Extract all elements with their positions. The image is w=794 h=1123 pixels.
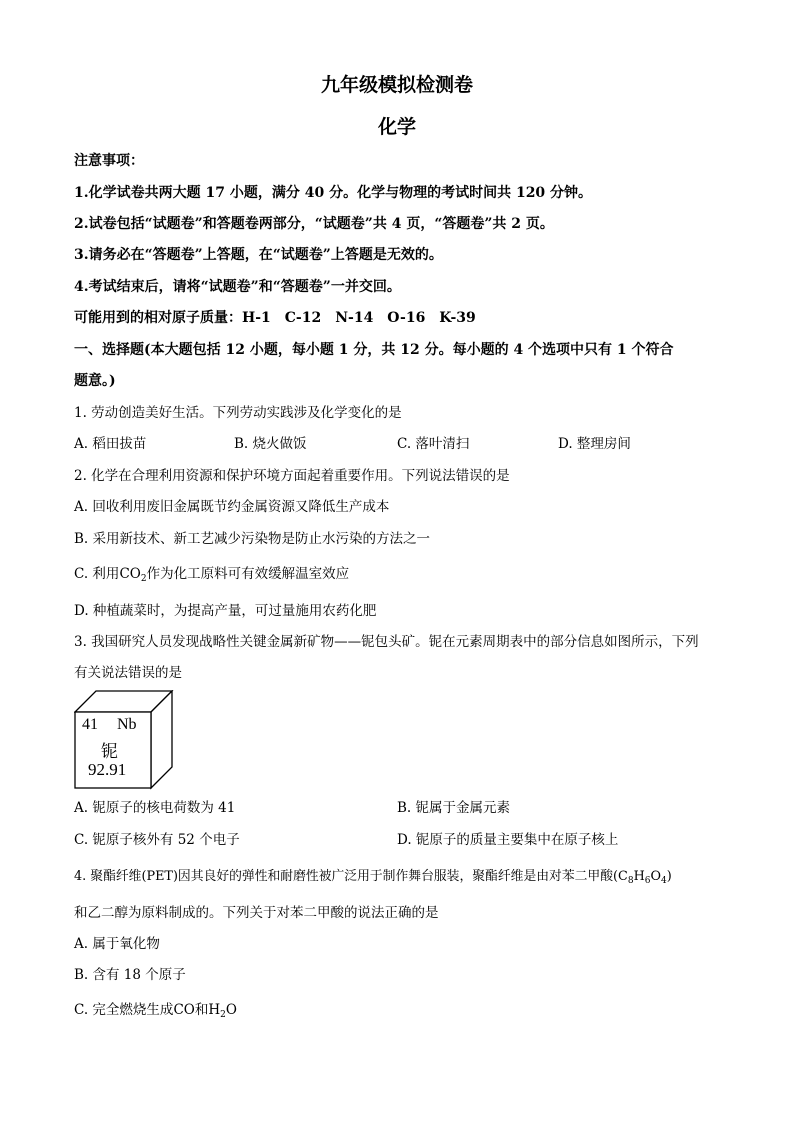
q3-option-c: C. 铌原子核外有 52 个电子: [74, 832, 240, 848]
q2-option-b: B. 采用新技术、新工艺减少污染物是防止水污染的方法之一: [74, 531, 431, 547]
q4-option-a: A. 属于氧化物: [74, 936, 160, 952]
q4-option-c: C. 完全燃烧生成CO和$H_2O$: [74, 1002, 237, 1020]
element-card-niobium: [74, 690, 174, 794]
q3-stem: 3. 我国研究人员发现战略性关键金属新矿物——铌包头矿。铌在元素周期表中的部分信息如图所示，下列: [74, 634, 699, 650]
notes-heading: 注意事项：: [74, 153, 144, 169]
q3-option-a: A. 铌原子的核电荷数为 41: [74, 800, 236, 816]
q3-stem-cont: 有关说法错误的是: [74, 665, 182, 681]
q1-option-b: B. 烧火做饭: [234, 436, 307, 452]
q4-option-b: B. 含有 18 个原子: [74, 967, 186, 983]
co-formula: CO: [173, 1002, 195, 1018]
atomic-mass: 92.91: [88, 760, 127, 779]
q2-option-a: A. 回收利用废旧金属既节约金属资源又降低生产成本: [74, 499, 390, 515]
q3-option-b: B. 铌属于金属元素: [397, 800, 511, 816]
terephthalic-acid-formula: $C_8H_6O_4$: [618, 869, 667, 886]
q2-option-c: [74, 562, 734, 584]
q1-stem: 1. 劳动创造美好生活。下列劳动实践涉及化学变化的是: [74, 405, 402, 421]
q1-option-c: C. 落叶清扫: [397, 436, 470, 452]
subject-title: 化学: [377, 116, 416, 138]
atomic-masses: 可能用到的相对原子质量：H-1 C-12 N-14 O-16 K-39: [74, 310, 476, 326]
notes-item: 1.化学试卷共两大题 17 小题，满分 40 分。化学与物理的考试时间共 120 分钟。: [74, 185, 593, 201]
q3-option-d: D. 铌原子的质量主要集中在原子核上: [397, 832, 619, 848]
q2-option-c-suffix: 作为化工原料可有效缓解温室效应: [146, 566, 350, 582]
element-symbol: Nb: [117, 716, 137, 733]
notes-item: 4.考试结束后，请将“试题卷”和“答题卷”一并交回。: [74, 279, 401, 295]
q2-stem: 2. 化学在合理利用资源和保护环境方面起着重要作用。下列说法错误的是: [74, 468, 510, 484]
q1-option-d: D. 整理房间: [558, 436, 631, 452]
water-formula: $H_2O$: [208, 1002, 237, 1020]
section-heading: 一、选择题(本大题包括 12 小题，每小题 1 分，共 12 分。每小题的 4 个选项中只有 1 个符合: [74, 342, 674, 358]
section-heading-cont: 题意。): [74, 373, 116, 389]
q4-stem: 4. 聚酯纤维(PET)因其良好的弹性和耐磨性被广泛用于制作舞台服装，聚酯纤维是由对苯二甲酸$(C_8H_6O_4)$: [74, 869, 672, 886]
q2-option-c-prefix: C. 利用: [74, 566, 120, 582]
notes-item: 3.请务必在“答题卷”上答题，在“试题卷”上答题是无效的。: [74, 247, 443, 263]
atomic-number: 41: [82, 716, 98, 733]
co2-formula: $CO_2$: [119, 566, 147, 584]
q2-option-d: D. 种植蔬菜时，为提高产量，可过量施用农药化肥: [74, 603, 377, 619]
element-name: 铌: [101, 742, 118, 762]
q4-stem-cont: 和乙二醇为原料制成的。下列关于对苯二甲酸的说法正确的是: [74, 905, 439, 921]
q1-option-a: A. 稻田拔苗: [74, 436, 147, 452]
exam-title: 九年级模拟检测卷: [320, 74, 473, 96]
notes-item: 2.试卷包括“试题卷”和答题卷两部分，“试题卷”共 4 页，“答题卷”共 2 页。: [74, 216, 554, 232]
